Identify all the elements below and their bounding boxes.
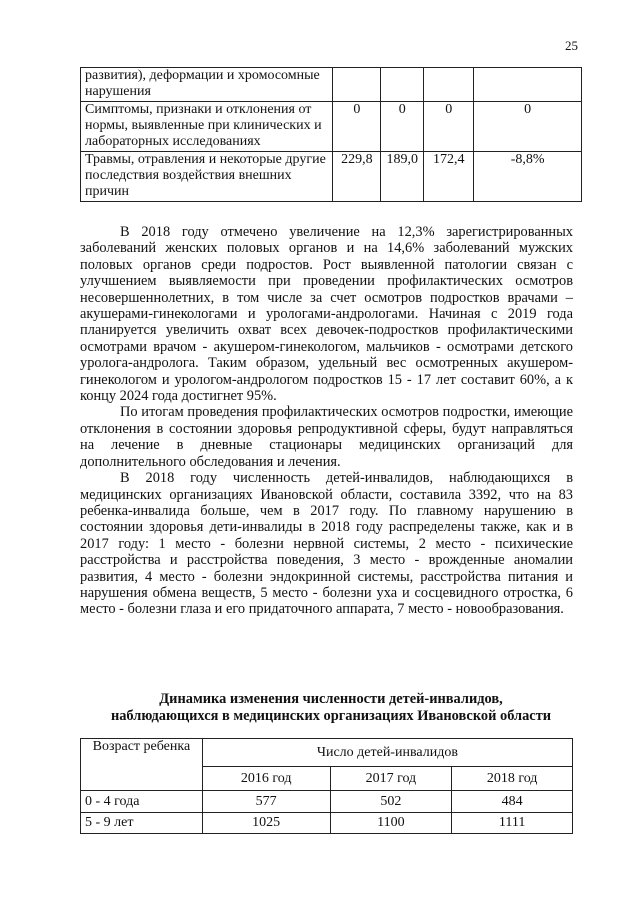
value-2017: 189,0 xyxy=(381,152,424,202)
value-change: -8,8% xyxy=(474,152,582,202)
table-row xyxy=(81,68,582,102)
header-year: 2017 год xyxy=(330,767,452,791)
paragraph: По итогам проведения профилактических осмотров подростки, имеющие отклонения в состоянии здоровья репродуктивной сферы, будут направляться на лечение в дневные стационары медицинских организаций для дополнительного обследования и лечения. xyxy=(80,404,573,470)
morbidity-table-continuation xyxy=(80,67,582,202)
value-change: 0 xyxy=(474,102,582,152)
value-cell: 484 xyxy=(452,791,573,813)
row-label: Травмы, отравления и некоторые другие последствия воздействия внешних причин xyxy=(81,152,333,202)
value-2016: 0 xyxy=(333,102,381,152)
header-age: Возраст ребенка xyxy=(81,739,203,791)
header-year: 2018 год xyxy=(452,767,573,791)
table-title-line: наблюдающихся в медицинских организациях Ивановской области xyxy=(110,708,552,724)
value-cell: 577 xyxy=(202,791,330,813)
paragraph: В 2018 году отмечено увеличение на 12,3% зарегистрированных заболеваний женских половых органов и на 14,6% заболеваний мужских половых органов среди подростов. Рост выявленной патологии связан с улучшением выявляемости при проведении профилактических осмотров несовершеннолетних, в том числе за счет осмотров подростков врачами – акушерами-гинекологами и урологами-андрологами. Начиная с 2019 года планируется увеличить охват всех девочек-подростков профилактическими осмотрами врачом - акушером-гинекологом, мальчиков - осмотрами детского уролога-андролога. Таким образом, удельный вес осмотренных акушером-гинекологом и урологом-андрологом подростков 15 - 17 лет составит 60%, а к концу 2024 года достигнет 95%. xyxy=(80,224,573,405)
value-cell: 1025 xyxy=(202,813,330,834)
row-label: развития), деформации и хромосомные нарушения xyxy=(81,68,333,102)
value-cell: 1100 xyxy=(330,813,452,834)
header-year: 2016 год xyxy=(202,767,330,791)
header-group: Число детей-инвалидов xyxy=(202,739,572,767)
age-cell: 5 - 9 лет xyxy=(81,813,203,834)
value-2018: 0 xyxy=(424,102,474,152)
disabled-children-table xyxy=(80,738,573,834)
value-2018 xyxy=(424,68,474,102)
value-change xyxy=(474,68,582,102)
table-row xyxy=(81,813,573,834)
value-2018: 172,4 xyxy=(424,152,474,202)
body-text xyxy=(80,224,573,618)
row-label: Симптомы, признаки и отклонения от нормы, выявленные при клинических и лабораторных исследованиях xyxy=(81,102,333,152)
table-row xyxy=(81,791,573,813)
table-title xyxy=(80,691,582,725)
value-2017 xyxy=(381,68,424,102)
value-cell: 502 xyxy=(330,791,452,813)
page-number: 25 xyxy=(565,38,578,53)
table-row xyxy=(81,102,582,152)
table-row xyxy=(81,152,582,202)
value-cell: 1111 xyxy=(452,813,573,834)
age-cell: 0 - 4 года xyxy=(81,791,203,813)
paragraph: В 2018 году численность детей-инвалидов, наблюдающихся в медицинских организациях Ивановской области, составила 3392, что на 83 ребенка-инвалида больше, чем в 2017 году. По главному нарушению в состоянии здоровья дети-инвалиды в 2018 году распределены также, как и в 2017 году: 1 место - болезни нервной системы, 2 место - психические расстройства и расстройства поведения, 3 место - врожденные аномалии развития, 4 место - болезни эндокринной системы, расстройства питания и нарушения обмена веществ, 5 место - болезни уха и сосцевидного отростка, 6 место - болезни глаза и его придаточного аппарата, 7 место - новообразования. xyxy=(80,470,573,618)
table-title-line: Динамика изменения численности детей-инвалидов, xyxy=(159,691,503,707)
value-2016: 229,8 xyxy=(333,152,381,202)
value-2016 xyxy=(333,68,381,102)
value-2017: 0 xyxy=(381,102,424,152)
table-header-row xyxy=(81,739,573,767)
